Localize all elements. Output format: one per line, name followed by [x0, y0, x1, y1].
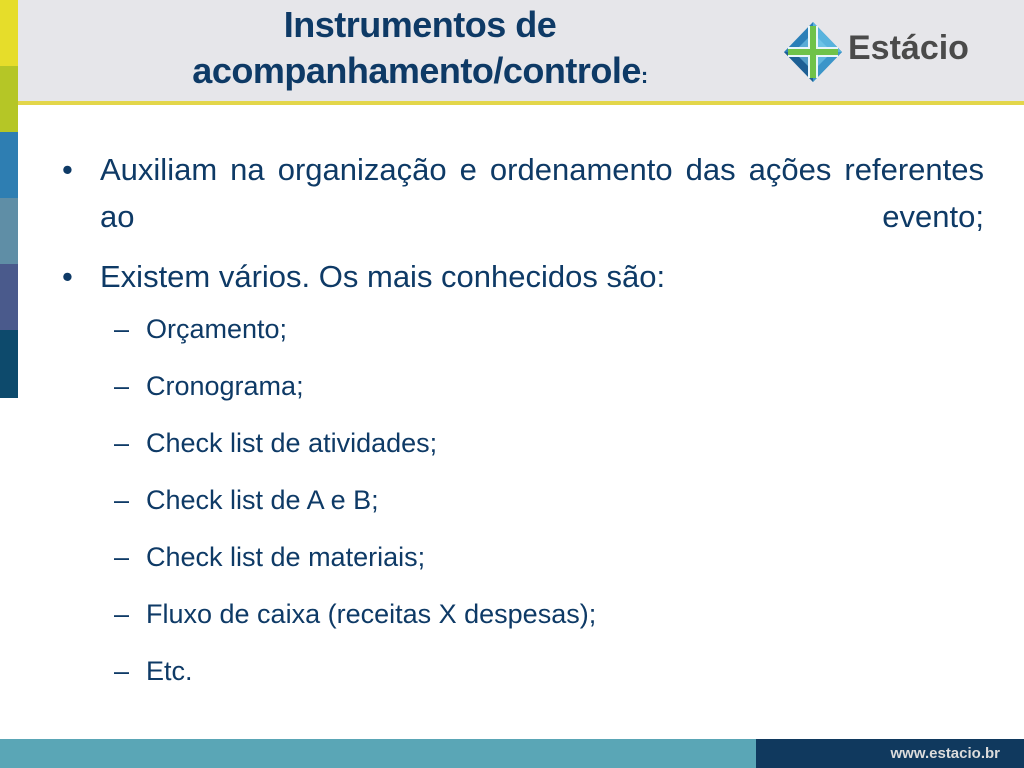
header-divider: [0, 101, 1024, 105]
dash-marker: –: [114, 428, 130, 458]
logo-text: Estácio: [848, 29, 969, 67]
sub-item-text: Check list de atividades;: [146, 428, 438, 458]
estacio-logo: [782, 20, 1010, 84]
sub-item-text: Check list de materiais;: [146, 542, 426, 572]
bullet-marker: •: [62, 152, 73, 187]
side-bar-segment: [0, 330, 18, 398]
side-bar-segment: [0, 66, 18, 132]
sub-item-text: Etc.: [146, 656, 193, 686]
sub-list-item: [62, 311, 984, 368]
dash-marker: –: [114, 542, 130, 572]
sub-item-text: Orçamento;: [146, 314, 288, 344]
slide-title: [60, 2, 780, 99]
sub-list-item: [62, 596, 984, 653]
side-bar-segment: [0, 198, 18, 264]
dash-marker: –: [114, 656, 130, 686]
bullet-item: [62, 253, 984, 300]
slide-title-text: Instrumentos de acompanhamento/controle: [192, 4, 641, 91]
sub-item-text: Fluxo de caixa (receitas X despesas);: [146, 599, 597, 629]
sub-item-text: Cronograma;: [146, 371, 304, 401]
bullet-marker: •: [62, 259, 73, 294]
sub-list-item: [62, 653, 984, 710]
sub-list-item: [62, 425, 984, 482]
bullet-item: [62, 146, 984, 240]
sub-list-item: [62, 482, 984, 539]
side-bar-segment: [0, 0, 18, 66]
slide-title-colon: :: [640, 63, 648, 88]
decorative-side-bar: [0, 0, 18, 398]
sub-list-item: [62, 539, 984, 596]
side-bar-segment: [0, 132, 18, 198]
sub-list-item: [62, 368, 984, 425]
sub-item-text: Check list de A e B;: [146, 485, 379, 515]
dash-marker: –: [114, 371, 130, 401]
bullet-text: Auxiliam na organização e ordenamento das ações referentes ao evento;: [100, 152, 984, 234]
estacio-diamond-icon: [782, 20, 844, 84]
footer-url: www.estacio.br: [890, 745, 1000, 762]
slide-body: [62, 146, 984, 710]
dash-marker: –: [114, 314, 130, 344]
side-bar-segment: [0, 264, 18, 330]
dash-marker: –: [114, 485, 130, 515]
dash-marker: –: [114, 599, 130, 629]
bullet-text: Existem vários. Os mais conhecidos são:: [100, 259, 666, 294]
